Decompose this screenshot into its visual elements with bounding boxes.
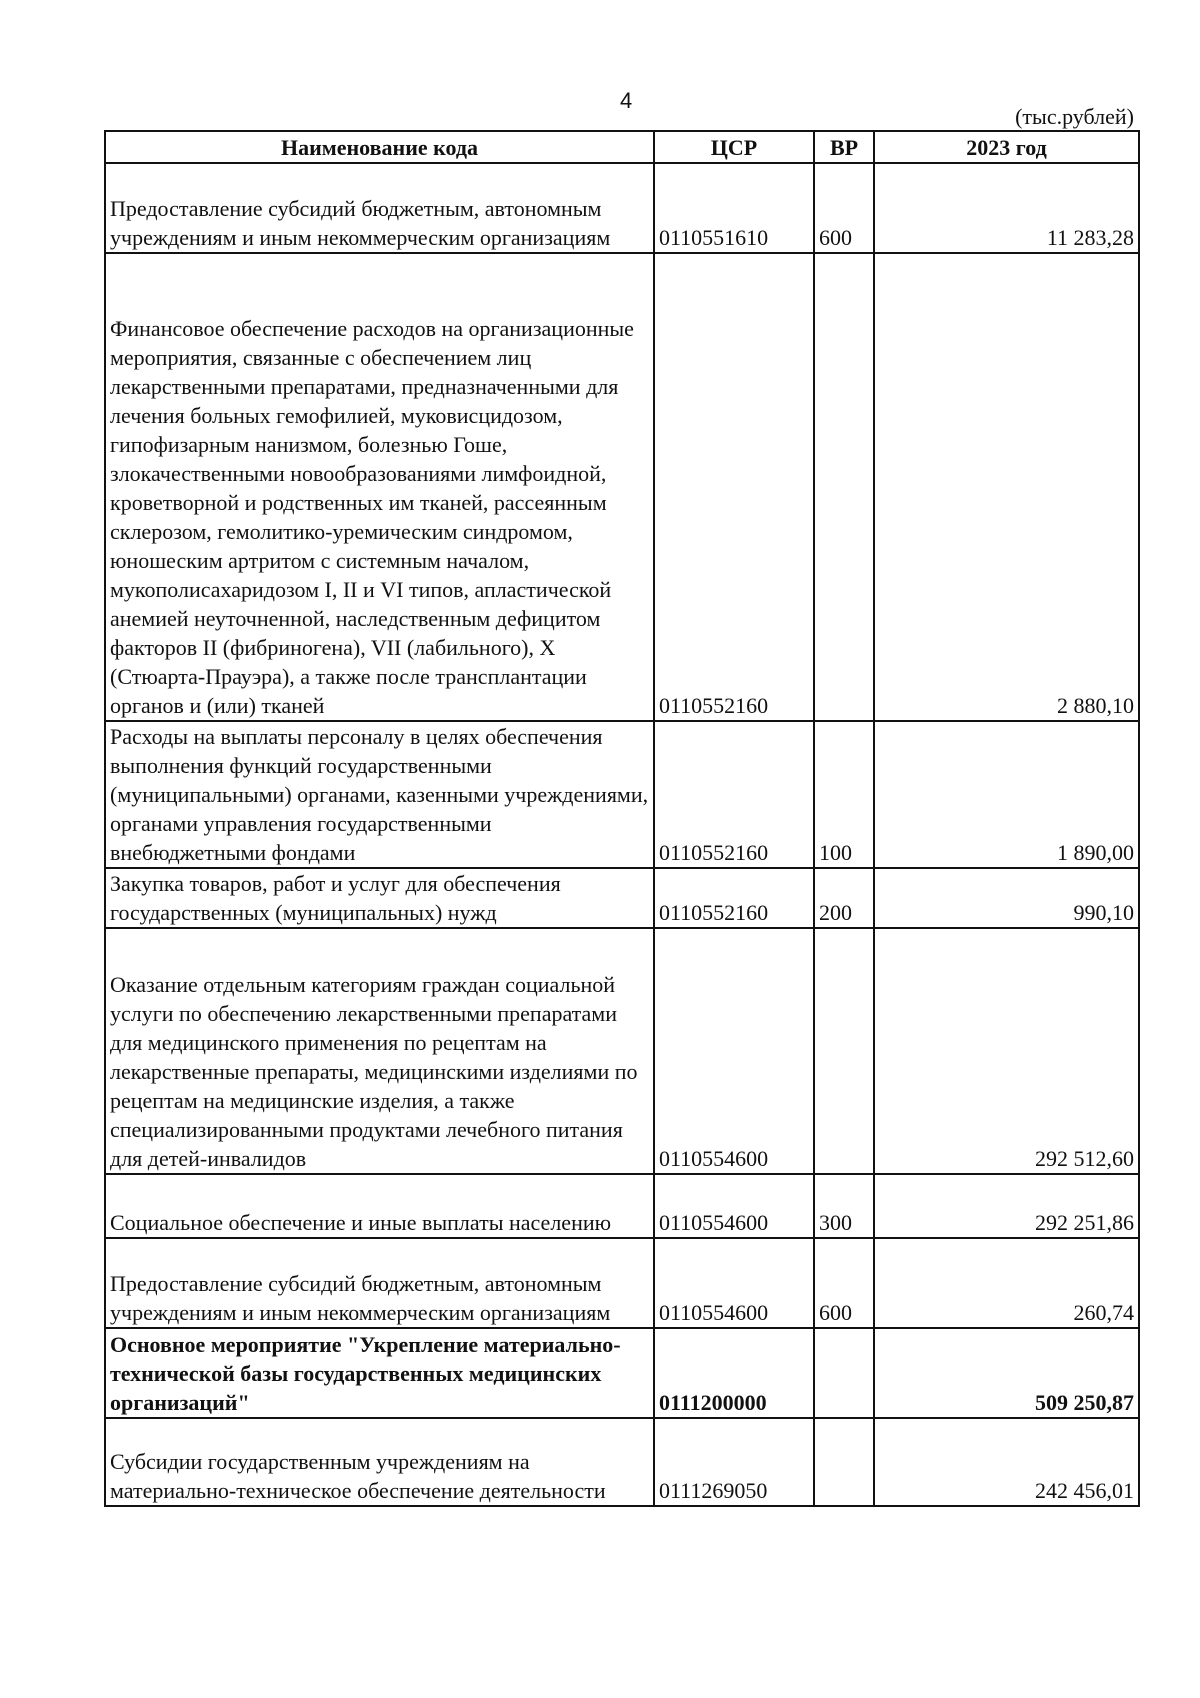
row-name: Финансовое обеспечение расходов на организационные мероприятия, связанные с обеспечением лиц лекарственными препаратами, предназначенными для лечения больных гемофилией, муковисцидозом, гипофизарным нанизмом, болезнью Гоше, злокачественными новообразованиями лимфоидной, кроветворной и родственных им тканей, рассеянным склерозом, гемолитико-уремическим синдромом, юношеским артритом с системным началом, мукополисахаридозом I, II и VI типов, апластической анемией неуточненной, наследственным дефицитом факторов II (фибриногена), VII (лабильного), X (Стюарта-Прауэра), а также после трансплантации органов и (или) тканей bbox=[105, 253, 654, 721]
header-year: 2023 год bbox=[874, 131, 1139, 163]
table-row bbox=[105, 1238, 1139, 1328]
row-csr: 0111200000 bbox=[654, 1328, 814, 1418]
budget-table bbox=[104, 130, 1140, 1507]
row-vr: 300 bbox=[814, 1174, 874, 1238]
page-number: 4 bbox=[620, 88, 633, 113]
table-row bbox=[105, 928, 1139, 1174]
row-amount: 990,10 bbox=[874, 868, 1139, 928]
row-vr: 100 bbox=[814, 721, 874, 868]
row-vr bbox=[814, 928, 874, 1174]
header-name: Наименование кода bbox=[105, 131, 654, 163]
header-vr: ВР bbox=[814, 131, 874, 163]
row-csr: 0110552160 bbox=[654, 721, 814, 868]
row-name: Оказание отдельным категориям граждан социальной услуги по обеспечению лекарственными препаратами для медицинского применения по рецептам на лекарственные препараты, медицинскими изделиями по рецептам на медицинские изделия, а также специализированными продуктами лечебного питания для детей-инвалидов bbox=[105, 928, 654, 1174]
row-csr: 0110554600 bbox=[654, 1174, 814, 1238]
row-amount: 509 250,87 bbox=[874, 1328, 1139, 1418]
row-name: Социальное обеспечение и иные выплаты населению bbox=[105, 1174, 654, 1238]
row-name: Предоставление субсидий бюджетным, автономным учреждениям и иным некоммерческим организациям bbox=[105, 1238, 654, 1328]
row-name: Предоставление субсидий бюджетным, автономным учреждениям и иным некоммерческим организациям bbox=[105, 163, 654, 253]
row-vr: 600 bbox=[814, 1238, 874, 1328]
units-label: (тыс.рублей) bbox=[1015, 104, 1134, 129]
row-vr bbox=[814, 253, 874, 721]
row-amount: 260,74 bbox=[874, 1238, 1139, 1328]
table-row bbox=[105, 721, 1139, 868]
row-amount: 242 456,01 bbox=[874, 1418, 1139, 1506]
table-row bbox=[105, 253, 1139, 721]
row-csr: 0111269050 bbox=[654, 1418, 814, 1506]
row-name: Основное мероприятие "Укрепление материально-технической базы государственных медицинских организаций" bbox=[105, 1328, 654, 1418]
row-vr: 200 bbox=[814, 868, 874, 928]
row-name: Субсидии государственным учреждениям на материально-техническое обеспечение деятельности bbox=[105, 1418, 654, 1506]
table-row bbox=[105, 868, 1139, 928]
table-row bbox=[105, 1174, 1139, 1238]
row-amount: 11 283,28 bbox=[874, 163, 1139, 253]
row-amount: 292 251,86 bbox=[874, 1174, 1139, 1238]
row-name: Закупка товаров, работ и услуг для обеспечения государственных (муниципальных) нужд bbox=[105, 868, 654, 928]
row-amount: 292 512,60 bbox=[874, 928, 1139, 1174]
row-csr: 0110554600 bbox=[654, 1238, 814, 1328]
row-vr bbox=[814, 1328, 874, 1418]
table-row bbox=[105, 1418, 1139, 1506]
row-csr: 0110552160 bbox=[654, 253, 814, 721]
row-vr bbox=[814, 1418, 874, 1506]
row-csr: 0110551610 bbox=[654, 163, 814, 253]
row-amount: 1 890,00 bbox=[874, 721, 1139, 868]
table-header-row bbox=[105, 131, 1139, 163]
header-csr: ЦСР bbox=[654, 131, 814, 163]
table-row bbox=[105, 163, 1139, 253]
table-row bbox=[105, 1328, 1139, 1418]
row-name: Расходы на выплаты персоналу в целях обеспечения выполнения функций государственными (муниципальными) органами, казенными учреждениями, органами управления государственными внебюджетными фондами bbox=[105, 721, 654, 868]
row-csr: 0110554600 bbox=[654, 928, 814, 1174]
row-csr: 0110552160 bbox=[654, 868, 814, 928]
row-vr: 600 bbox=[814, 163, 874, 253]
row-amount: 2 880,10 bbox=[874, 253, 1139, 721]
